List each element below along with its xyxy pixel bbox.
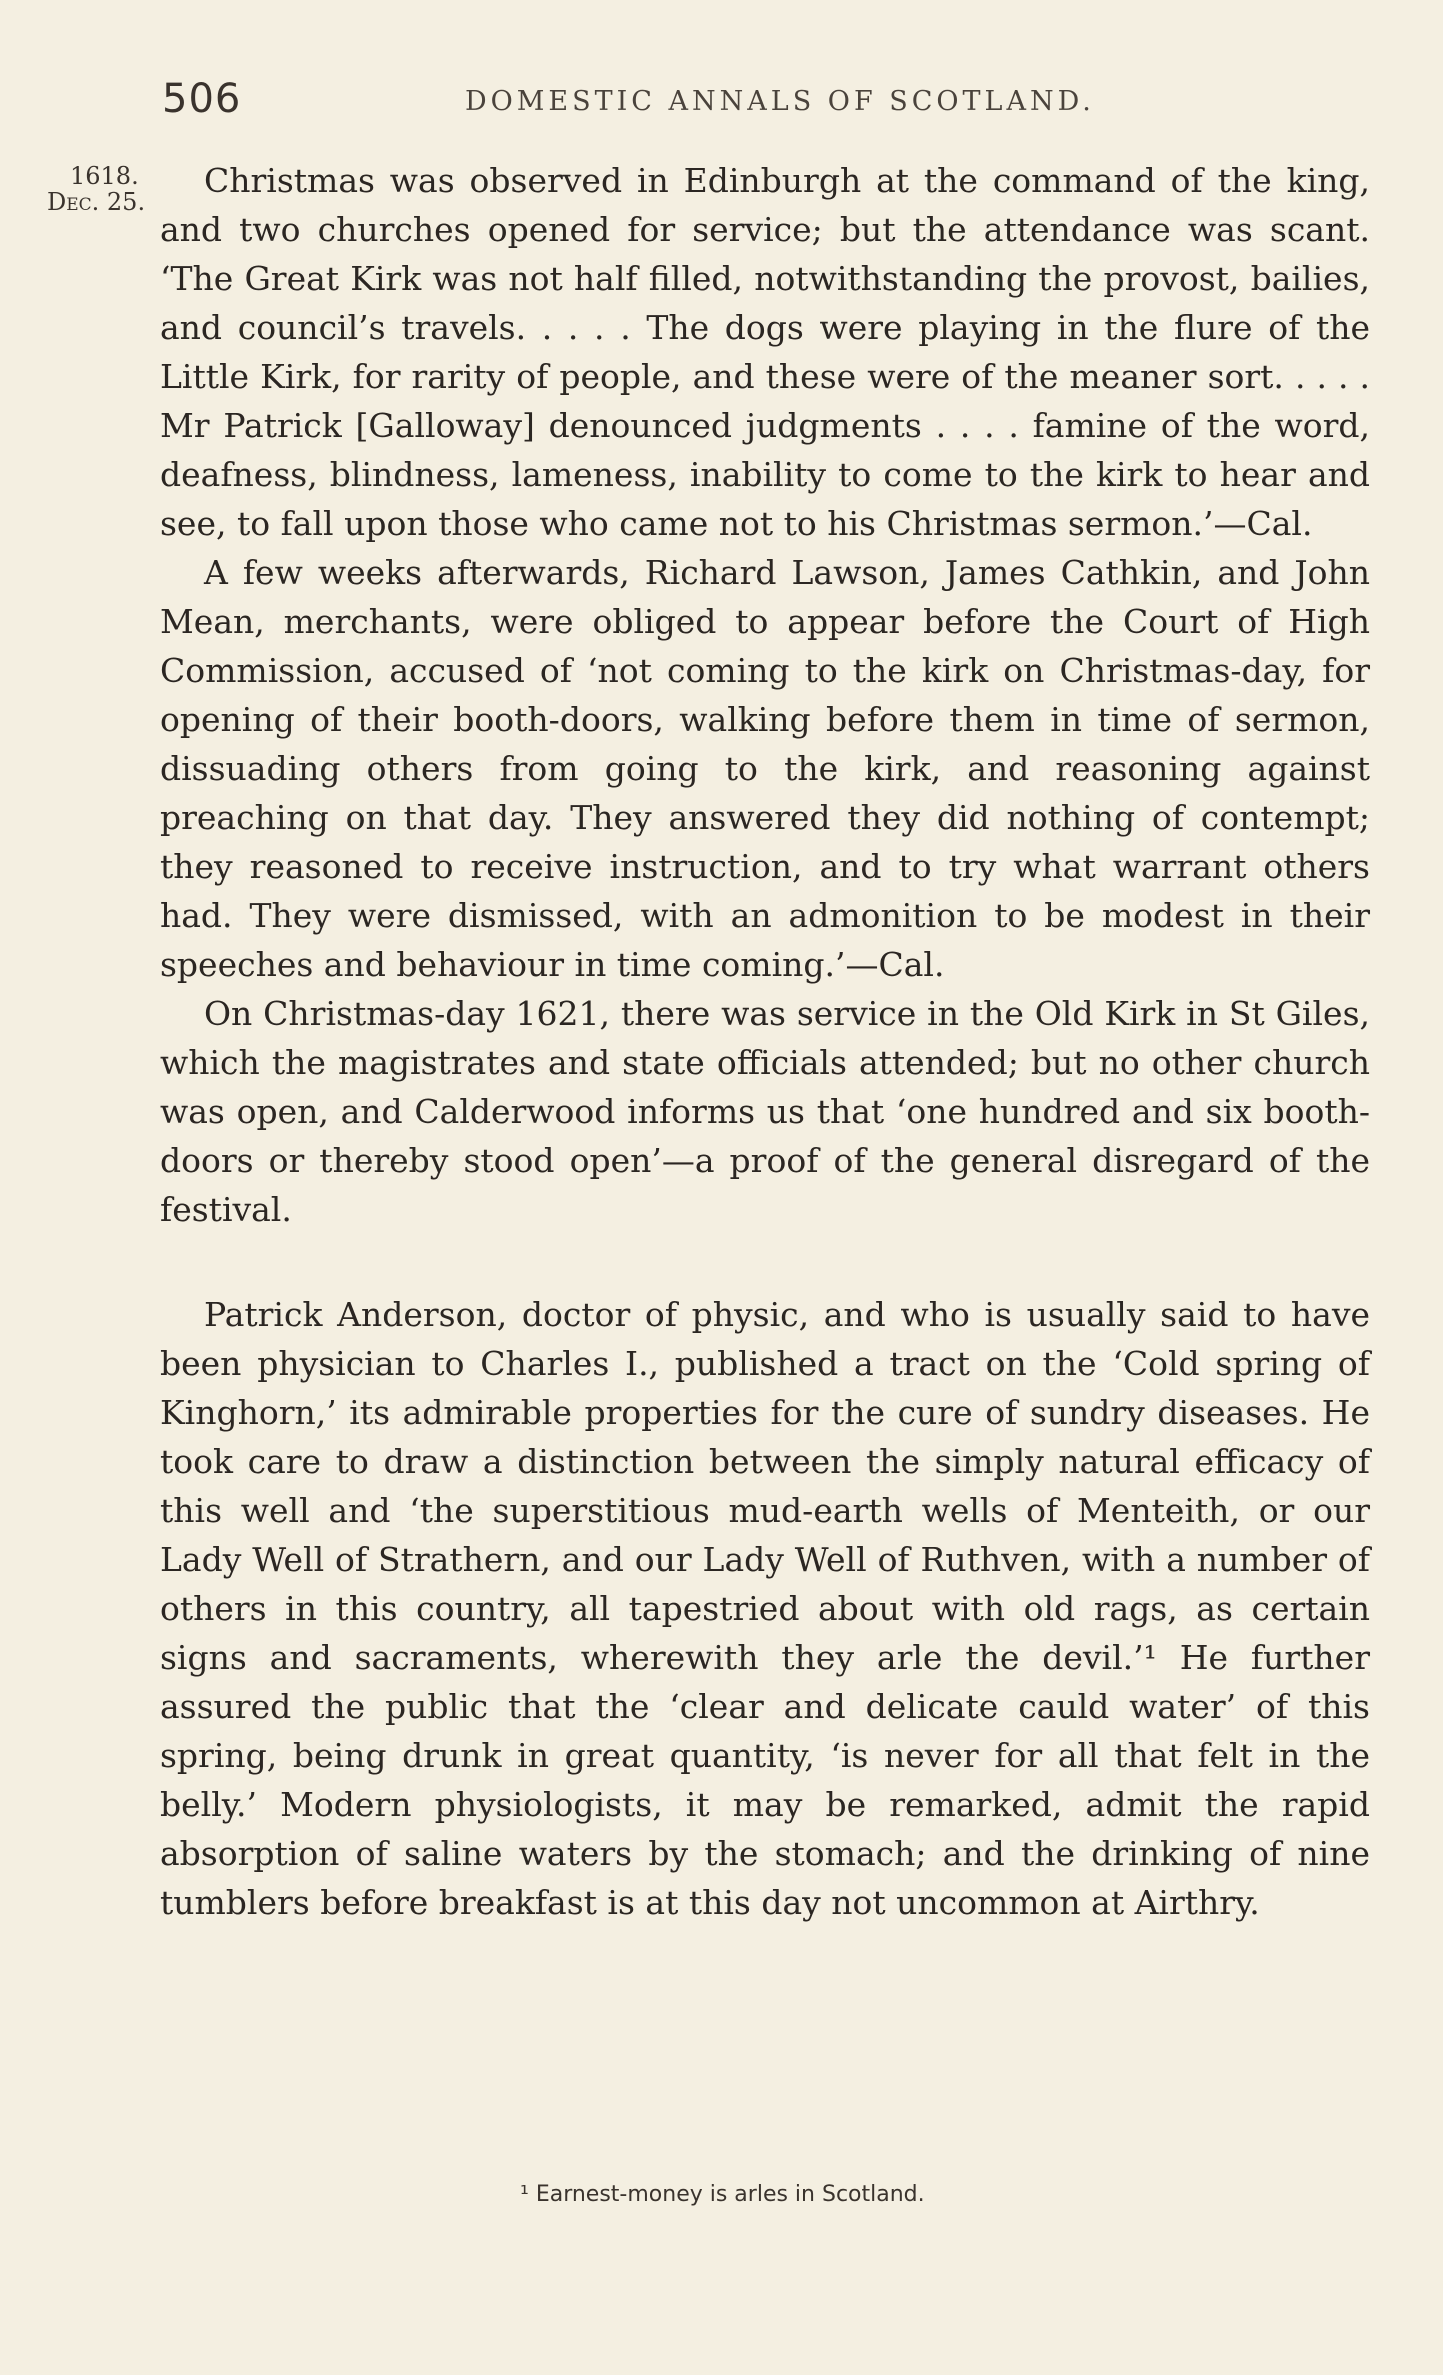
section-gap xyxy=(160,1234,1370,1290)
paragraph-christmas-1621: On Christmas-day 1621, there was service in the Old Kirk in St Giles, which the magistrates and state officials attended; but no other church was open, and Calderwood informs us that ‘one hundred and six booth-doors or thereby stood open’—a proof of the general disregard of the festival. xyxy=(160,994,1370,1229)
paragraph-merchants-summoned: A few weeks afterwards, Richard Lawson, James Cathkin, and John Mean, merchants, were obliged to appear before the Court of High Commission, accused of ‘not coming to the kirk on Christmas-day, for opening of their booth-doors, walking before them in time of sermon, dissuading others from going to the kirk, and reasoning against preaching on that day. They answered they did nothing of contempt; they reasoned to receive instruction, and to try what warrant others had. They were dismissed, with an admonition to be modest in their speeches and behaviour in time coming.’—Cal. xyxy=(160,553,1370,984)
body-text xyxy=(160,156,1370,1927)
margin-note-date: Dec. 25. xyxy=(47,188,146,216)
paragraph-christmas-observed: Christmas was observed in Edinburgh at the command of the king, and two churches opened for service; but the attendance was scant. ‘The Great Kirk was not half filled, notwithstanding the provost, bailies, and council’s travels. . . . . The dogs were playing in the flure of the Little Kirk, for rarity of people, and these were of the meaner sort. . . . . Mr Patrick [Galloway] denounced judgments . . . . famine of the word, deafness, blindness, lameness, inability to come to the kirk to hear and see, to fall upon those who came not to his Christmas sermon.’—Cal. xyxy=(160,161,1370,543)
running-head: DOMESTIC ANNALS OF SCOTLAND. xyxy=(465,86,1095,117)
paragraph-patrick-anderson: Patrick Anderson, doctor of physic, and who is usually said to have been physician to Charles I., published a tract on the ‘Cold spring of Kinghorn,’ its admirable properties for the cure of sundry diseases. He took care to draw a distinction between the simply natural efficacy of this well and ‘the superstitious mud-earth wells of Menteith, or our Lady Well of Strathern, and our Lady Well of Ruthven, with a number of others in this country, all tapestried about with old rags, as certain signs and sacraments, wherewith they arle the devil.’¹ He further assured the public that the ‘clear and delicate cauld water’ of this spring, being drunk in great quantity, ‘is never for all that felt in the belly.’ Modern physiologists, it may be remarked, admit the rapid absorption of saline waters by the stomach; and the drinking of nine tumblers before breakfast is at this day not uncommon at Airthry. xyxy=(160,1295,1370,1922)
page-number: 506 xyxy=(162,76,242,122)
footnote: ¹ Earnest-money is arles in Scotland. xyxy=(520,2182,925,2207)
margin-note-year: 1618. xyxy=(70,162,139,190)
